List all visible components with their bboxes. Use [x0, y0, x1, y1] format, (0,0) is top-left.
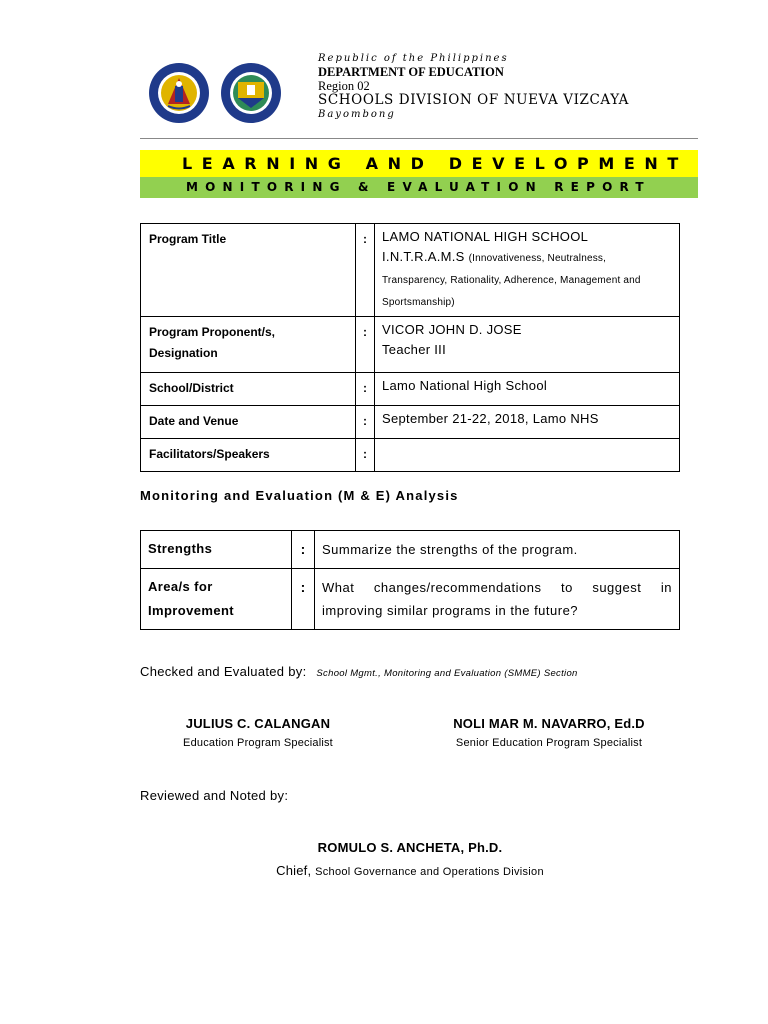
facilitators-value — [375, 439, 680, 472]
evaluator2-name: NOLI MAR M. NAVARRO, Ed.D — [453, 716, 645, 731]
strengths-label: Strengths — [141, 531, 292, 569]
improvement-value: What changes/recommendations to suggest in improving similar programs in the future? — [315, 569, 680, 630]
colon: : — [292, 531, 315, 569]
proponent-label — [141, 317, 356, 373]
reviewer-position — [230, 863, 590, 878]
proponent-value — [375, 317, 680, 373]
analysis-heading: Monitoring and Evaluation (M & E) Analysis — [140, 488, 459, 503]
program-info-table — [140, 223, 680, 472]
reviewer-position-prefix: Chief, — [276, 863, 312, 878]
checked-label: Checked and Evaluated by: — [140, 664, 307, 679]
header-region: Region 02 — [318, 78, 370, 93]
table-row — [141, 406, 680, 439]
deped-seal-logo — [148, 62, 210, 124]
checked-by-line — [140, 664, 578, 679]
report-title-banner: LEARNING AND DEVELOPMENT — [140, 150, 698, 177]
reviewer-signature-block — [230, 840, 590, 878]
checked-section: School Mgmt., Monitoring and Evaluation (SMME) Section — [316, 668, 578, 679]
facilitators-label: Facilitators/Speakers — [141, 439, 356, 472]
proponent-designation: Teacher III — [382, 342, 446, 357]
program-title-value — [375, 224, 680, 317]
reviewer-division: School Governance and Operations Division — [315, 866, 544, 878]
program-title-line1: LAMO NATIONAL HIGH SCHOOL — [382, 229, 589, 244]
header-republic: Republic of the Philippines — [318, 53, 509, 64]
division-seal-logo — [220, 62, 282, 124]
letterhead — [140, 50, 700, 145]
reviewer-name: ROMULO S. ANCHETA, Ph.D. — [317, 840, 503, 855]
table-row — [141, 439, 680, 472]
evaluator2-position: Senior Education Program Specialist — [455, 737, 643, 749]
date-label: Date and Venue — [141, 406, 356, 439]
table-row — [141, 317, 680, 373]
colon: : — [356, 406, 375, 439]
school-value: Lamo National High School — [375, 373, 680, 406]
improvement-label-line2: Improvement — [148, 603, 235, 618]
analysis-table — [140, 530, 680, 630]
proponent-label-line2: Designation — [149, 346, 218, 360]
improvement-label — [141, 569, 292, 630]
evaluator2-signature-block — [430, 716, 668, 749]
evaluator1-signature-block — [160, 716, 356, 749]
evaluator1-name: JULIUS C. CALANGAN — [185, 716, 331, 731]
colon: : — [292, 569, 315, 630]
date-value: September 21-22, 2018, Lamo NHS — [375, 406, 680, 439]
proponent-name: VICOR JOHN D. JOSE — [382, 322, 522, 337]
colon: : — [356, 439, 375, 472]
header-town: Bayombong — [318, 108, 396, 120]
table-row — [141, 569, 680, 630]
table-row — [141, 224, 680, 317]
school-label: School/District — [141, 373, 356, 406]
header-division: SCHOOLS DIVISION OF NUEVA VIZCAYA — [318, 92, 630, 109]
evaluator1-position: Education Program Specialist — [183, 737, 333, 749]
strengths-value: Summarize the strengths of the program. — [315, 531, 680, 569]
colon: : — [356, 317, 375, 373]
program-title-expansion: (Innovativeness, Neutralness, Transparency, Rationality, Adherence, Management and Sportsmanship) — [382, 253, 641, 308]
proponent-label-line1: Program Proponent/s, — [149, 325, 276, 339]
improvement-label-line1: Area/s for — [148, 579, 213, 594]
header-divider — [140, 138, 698, 139]
report-subtitle-banner: MONITORING & EVALUATION REPORT — [140, 177, 698, 198]
colon: : — [356, 224, 375, 317]
colon: : — [356, 373, 375, 406]
reviewed-label: Reviewed and Noted by: — [140, 788, 289, 803]
program-title-line2: I.N.T.R.A.M.S — [382, 249, 465, 264]
table-row — [141, 373, 680, 406]
program-title-label: Program Title — [141, 224, 356, 317]
header-department: DEPARTMENT OF EDUCATION — [318, 64, 504, 79]
table-row — [141, 531, 680, 569]
